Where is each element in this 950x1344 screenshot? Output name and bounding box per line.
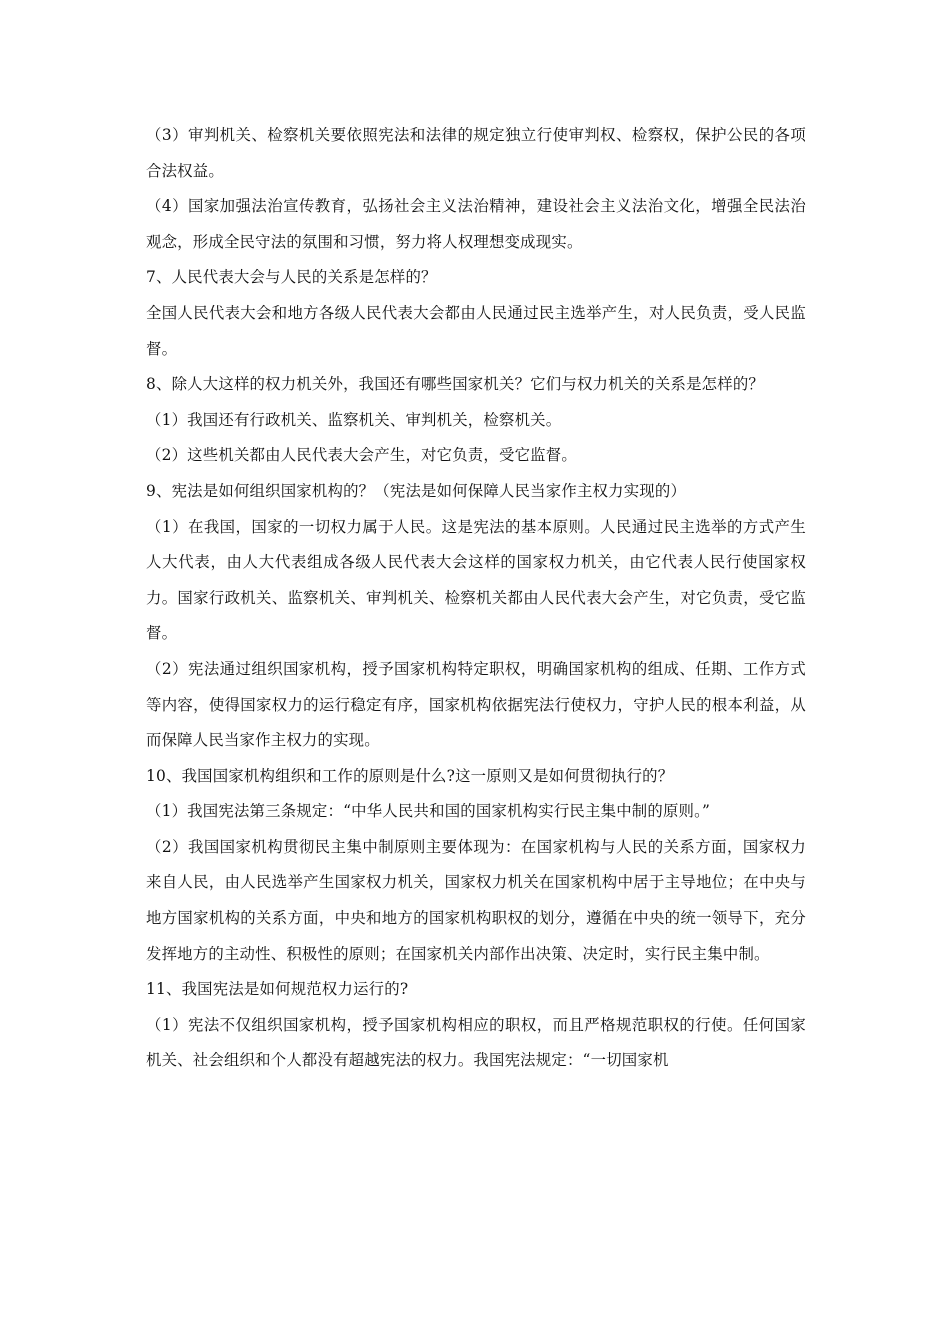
answer-11-part-1: （1）宪法不仅组织国家机构，授予国家机构相应的职权，而且严格规范职权的行使。任何国家机关、社会组织和个人都没有超越宪法的权力。我国宪法规定：“一切国家机 [146,1015,806,1070]
question-11: 11、我国宪法是如何规范权力运行的? [146,980,409,999]
answer-10-part-2: （2）我国国家机构贯彻民主集中制原则主要体现为：在国家机构与人民的关系方面，国家权力来自人民，由人民选举产生国家权力机关，国家权力机关在国家机构中居于主导地位；在中央与地方国家机构的关系方面，中央和地方的国家机构职权的划分，遵循在中央的统一领导下，充分发挥地方的主动性、积极性的原则；在国家机关内部作出决策、决定时，实行民主集中制。 [146,837,806,963]
question-8: 8、除人大这样的权力机关外，我国还有哪些国家机关？它们与权力机关的关系是怎样的？ [146,375,765,394]
answer-9-part-2: （2）宪法通过组织国家机构，授予国家机构特定职权，明确国家机构的组成、任期、工作方式等内容，使得国家权力的运行稳定有序，国家机构依据宪法行使权力，守护人民的根本利益，从而保障人民当家作主权力的实现。 [146,659,806,750]
document-page [146,118,806,1079]
answer-8-part-1: （1）我国还有行政机关、监察机关、审判机关，检察机关。 [146,410,562,429]
answer-7: 全国人民代表大会和地方各级人民代表大会都由人民通过民主选举产生，对人民负责，受人民监督。 [146,303,806,358]
question-10: 10、我国国家机构组织和工作的原则是什么?这一原则又是如何贯彻执行的？ [146,766,674,785]
question-7: 7、人民代表大会与人民的关系是怎样的？ [146,268,437,287]
answer-10-part-1: （1）我国宪法第三条规定：“中华人民共和国的国家机构实行民主集中制的原则。” [146,802,711,821]
answer-9-part-1: （1）在我国，国家的一切权力属于人民。这是宪法的基本原则。人民通过民主选举的方式产生人大代表，由人大代表组成各级人民代表大会这样的国家权力机关，由它代表人民行使国家权力。国家行政机关、监察机关、审判机关、检察机关都由人民代表大会产生，对它负责，受它监督。 [146,517,806,643]
paragraph-4-legal-education: （4）国家加强法治宣传教育，弘扬社会主义法治精神，建设社会主义法治文化，增强全民法治观念，形成全民守法的氛围和习惯，努力将人权理想变成现实。 [146,197,806,251]
paragraph-3-judicial: （3）审判机关、检察机关要依照宪法和法律的规定独立行使审判权、检察权，保护公民的各项合法权益。 [146,126,806,180]
question-9: 9、宪法是如何组织国家机构的？（宪法是如何保障人民当家作主权力实现的） [146,481,687,500]
answer-8-part-2: （2）这些机关都由人民代表大会产生，对它负责，受它监督。 [146,446,577,465]
